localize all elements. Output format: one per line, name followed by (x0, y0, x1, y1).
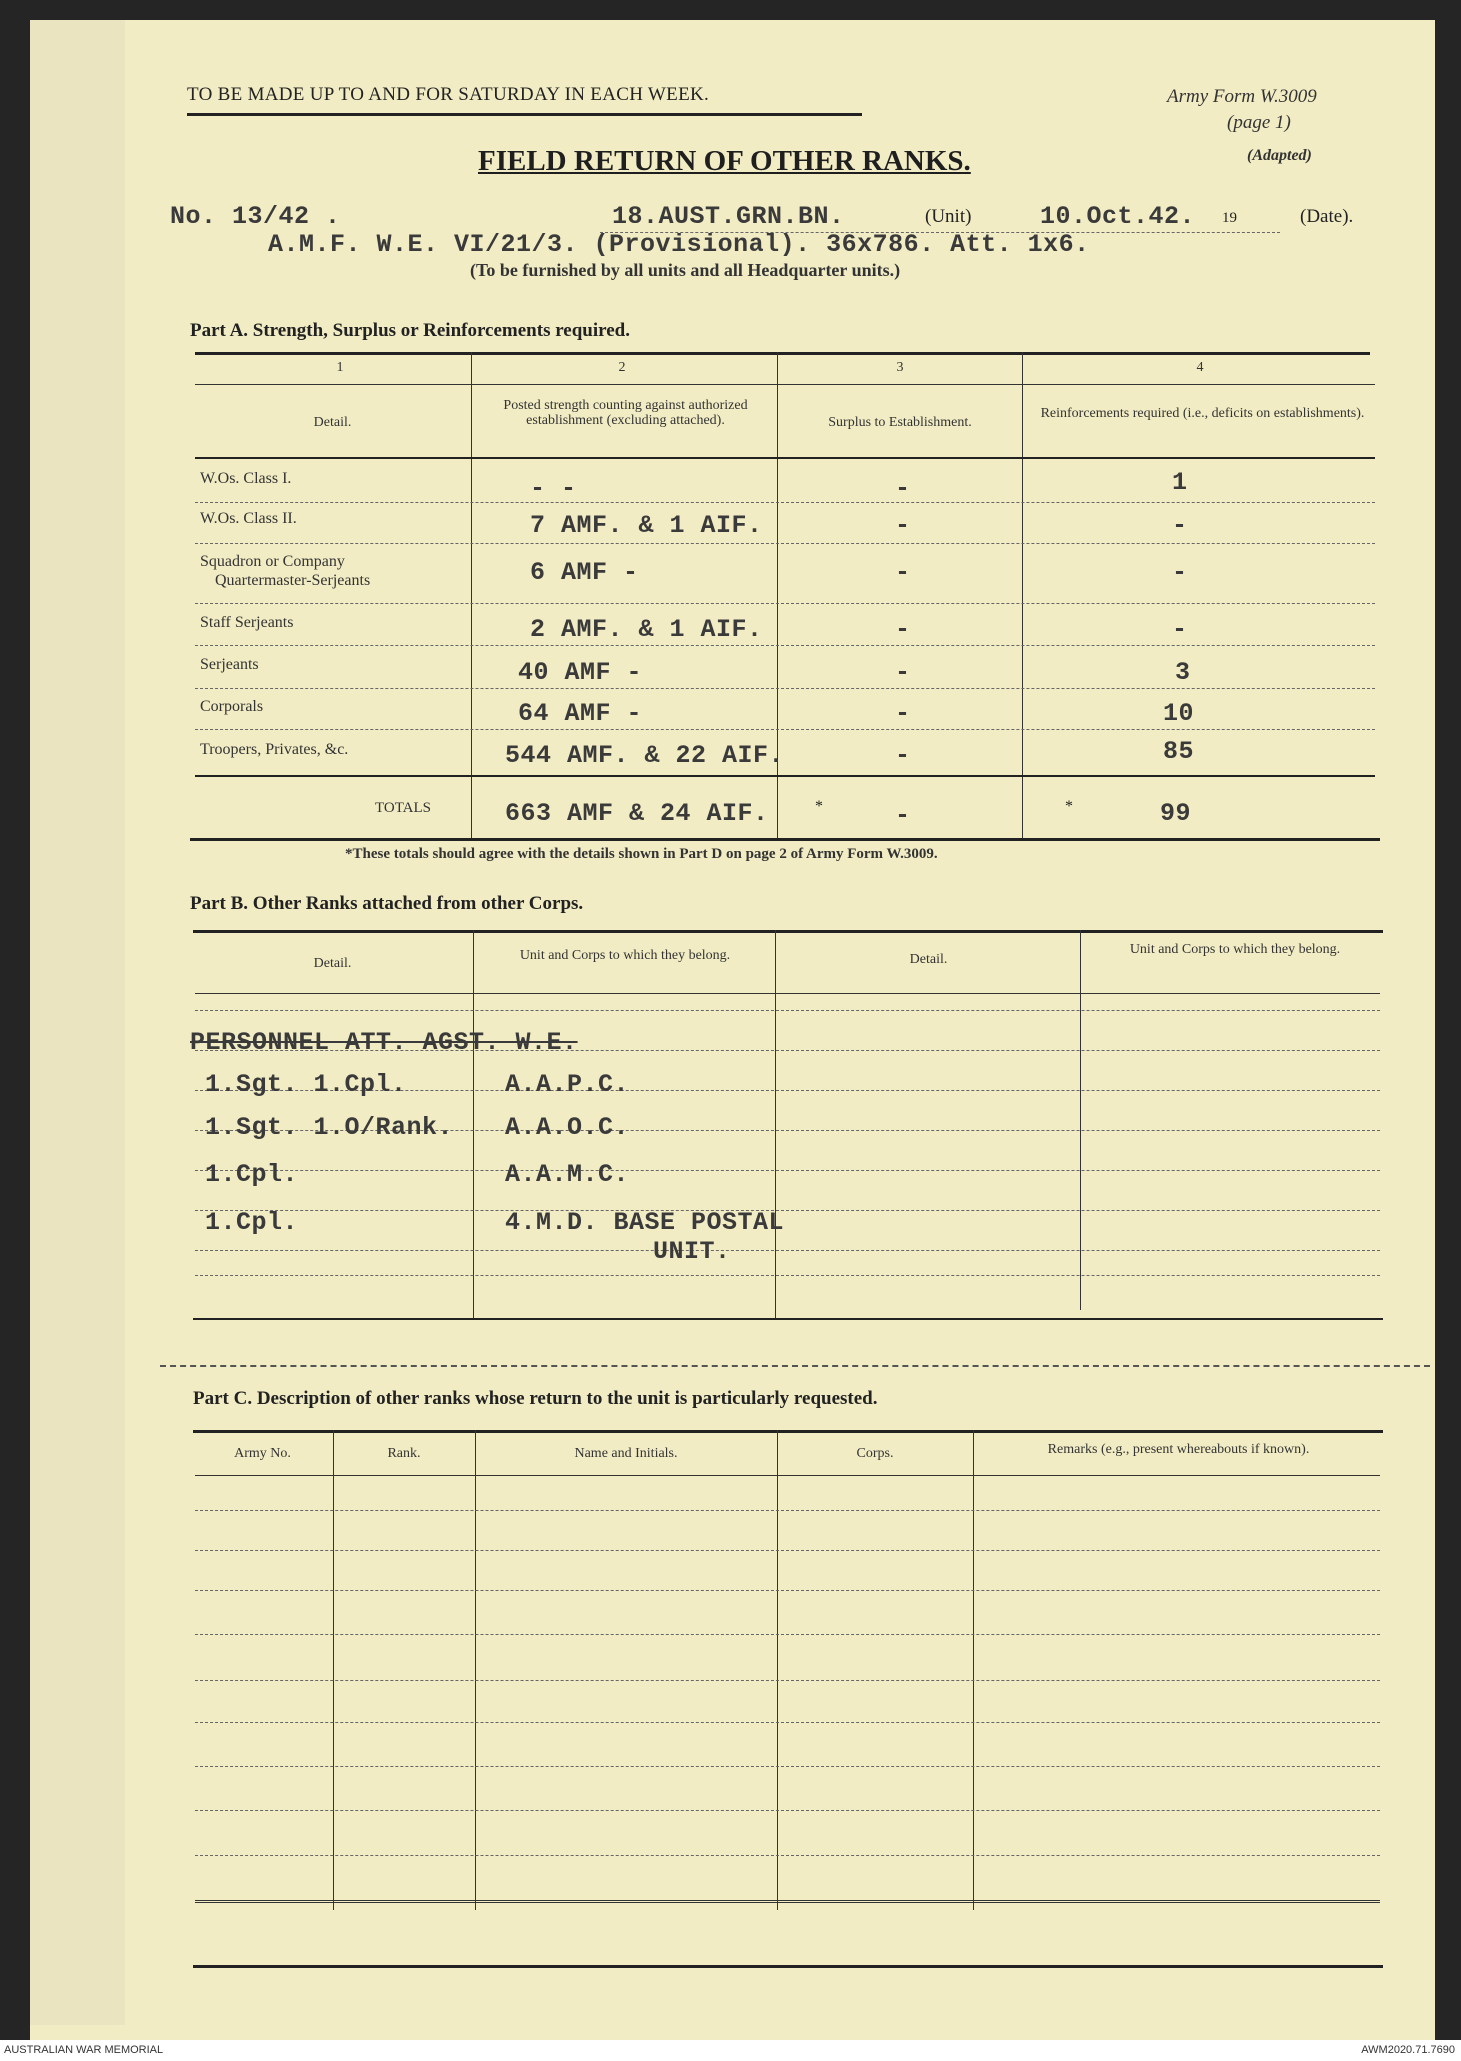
col-header-posted: Posted strength counting against authorized establishment (excluding attached). (503, 398, 748, 428)
pre-totals-rule (195, 775, 1375, 777)
row-rule (195, 543, 1375, 544)
attached-detail: 1.Cpl. (205, 1208, 299, 1237)
totals-label: TOTALS (375, 800, 432, 816)
part-b-col-divider (775, 930, 776, 1318)
part-c-col-divider (973, 1430, 974, 1910)
row-detail: Troopers, Privates, &c. (200, 741, 349, 758)
row-rule (195, 645, 1375, 646)
part-c-col-header: Army No. (234, 1446, 291, 1461)
part-c-row-rule (195, 1550, 1380, 1551)
part-b-row-rule (195, 1010, 1380, 1011)
part-c-top-rule (193, 1430, 1383, 1433)
row-reinforcements: - (1172, 558, 1188, 587)
part-c-row-rule (195, 1510, 1380, 1511)
col-header-reinforcements: Reinforcements required (i.e., deficits on establishments). (1040, 406, 1365, 421)
col-header-surplus: Surplus to Establishment. (828, 415, 972, 430)
archive-footer (0, 2040, 1461, 2061)
row-reinforcements: 85 (1163, 737, 1195, 766)
archive-name: AUSTRALIAN WAR MEMORIAL (4, 2044, 164, 2056)
year-prefix: 19 (1222, 210, 1237, 226)
part-c-row-rule (195, 1855, 1380, 1856)
date-value: 10.Oct.42. (1040, 202, 1196, 231)
underlying-page-edge (30, 20, 125, 2025)
part-c-col-divider (777, 1430, 778, 1910)
part-b-col-header: Detail. (313, 956, 352, 971)
part-c-col-header: Remarks (e.g., present whereabouts if known). (1047, 1442, 1310, 1457)
attached-detail: 1.Cpl. (205, 1160, 299, 1189)
part-c-col-header: Name and Initials. (574, 1446, 678, 1461)
part-a-col-divider (1022, 352, 1023, 840)
unit-label: (Unit) (925, 206, 972, 227)
part-b-top-rule (193, 930, 1383, 933)
row-reinforcements: 3 (1175, 658, 1191, 687)
part-b-row-rule (195, 1170, 1380, 1171)
row-posted: 40 AMF - (518, 658, 643, 687)
part-a-heading: Part A. Strength, Surplus or Reinforcements required. (190, 320, 630, 341)
establishment-line: A.M.F. W.E. VI/21/3. (Provisional). 36x786. Att. 1x6. (268, 230, 1090, 259)
part-c-col-divider (475, 1430, 476, 1910)
row-detail-line2: Quartermaster-Serjeants (215, 572, 371, 589)
part-b-col-header: Detail. (909, 952, 948, 967)
totals-reinforcements: 99 (1160, 799, 1192, 828)
col-header-detail: Detail. (313, 415, 352, 430)
row-rule (195, 603, 1375, 604)
col-number-rule (195, 384, 1375, 385)
row-surplus: - (895, 741, 911, 770)
totals-asterisk: * (815, 798, 823, 815)
part-c-row-rule (195, 1634, 1380, 1635)
part-a-top-rule (195, 352, 1370, 355)
part-b-col-header: Unit and Corps to which they belong. (1129, 942, 1341, 957)
attached-unit: A.A.P.C. (505, 1070, 630, 1099)
row-surplus: - (895, 658, 911, 687)
row-posted: 544 AMF. & 22 AIF. (505, 741, 785, 770)
part-c-row-rule (195, 1680, 1380, 1681)
part-c-row-rule (195, 1766, 1380, 1767)
part-b-row-rule (195, 1210, 1380, 1211)
attached-unit: A.A.O.C. (505, 1113, 630, 1142)
part-b-col-header: Unit and Corps to which they belong. (519, 948, 731, 963)
row-detail: Corporals (200, 698, 264, 715)
unit-value: 18.AUST.GRN.BN. (612, 202, 845, 231)
part-b-col-divider (1080, 930, 1081, 1310)
date-label: (Date). (1300, 206, 1354, 227)
part-b-heading: Part B. Other Ranks attached from other Corps. (190, 893, 584, 914)
part-c-row-rule (195, 1590, 1380, 1591)
part-a-col-divider (471, 352, 472, 840)
row-detail: W.Os. Class II. (200, 510, 297, 527)
row-posted: 7 AMF. & 1 AIF. (530, 511, 763, 540)
part-c-heading: Part C. Description of other ranks whose return to the unit is particularly requested. (193, 1388, 878, 1409)
row-rule (195, 502, 1375, 503)
attached-detail: 1.Sgt. 1.O/Rank. (205, 1113, 454, 1142)
form-number: Army Form W.3009 (1167, 86, 1317, 107)
row-detail: W.Os. Class I. (200, 470, 292, 487)
attached-unit: 4.M.D. BASE POSTAL (505, 1208, 785, 1237)
furnish-note: (To be furnished by all units and all Headquarter units.) (470, 260, 901, 280)
part-c-row-rule (195, 1475, 1380, 1476)
row-detail: Staff Serjeants (200, 614, 294, 631)
col-number: 1 (336, 360, 344, 375)
part-c-row-rule (195, 1722, 1380, 1723)
form-instruction: TO BE MADE UP TO AND FOR SATURDAY IN EACH WEEK. (187, 84, 710, 105)
instruction-underline (187, 113, 862, 116)
archive-reference: AWM2020.71.7690 (1361, 2044, 1455, 2056)
row-surplus: - (895, 558, 911, 587)
row-surplus: - (895, 474, 911, 503)
row-reinforcements: - (1172, 511, 1188, 540)
form-page: (page 1) (1227, 112, 1291, 133)
row-posted: - - (530, 474, 577, 503)
page-title: FIELD RETURN OF OTHER RANKS. (478, 145, 971, 177)
header-rule (195, 457, 1375, 459)
part-c-row-rule (195, 1900, 1380, 1903)
part-c-col-divider (333, 1430, 334, 1910)
attached-detail: 1.Sgt. 1.Cpl. (205, 1070, 407, 1099)
part-b-col-divider (473, 930, 474, 1318)
row-detail: Serjeants (200, 656, 259, 673)
row-detail: Squadron or Company (200, 553, 345, 570)
attached-unit: A.A.M.C. (505, 1160, 630, 1189)
row-reinforcements: 1 (1172, 468, 1188, 497)
row-surplus: - (895, 699, 911, 728)
row-rule (195, 729, 1375, 730)
part-c-bottom-rule (193, 1965, 1383, 1968)
col-number: 4 (1196, 360, 1204, 375)
part-c-col-header: Rank. (387, 1446, 421, 1461)
col-number: 3 (896, 360, 904, 375)
row-surplus: - (895, 615, 911, 644)
row-surplus: - (895, 511, 911, 540)
part-a-footnote: *These totals should agree with the details shown in Part D on page 2 of Army Form W.3009. (345, 846, 938, 862)
totals-asterisk: * (1065, 798, 1073, 815)
row-rule (195, 688, 1375, 689)
part-b-bottom-rule (193, 1318, 1383, 1320)
part-b-row-rule (195, 1275, 1380, 1276)
row-posted: 2 AMF. & 1 AIF. (530, 615, 763, 644)
part-b-header-rule (195, 993, 1380, 994)
row-posted: 64 AMF - (518, 699, 643, 728)
part-a-bottom-rule (190, 838, 1380, 841)
perforation-line (160, 1365, 1430, 1367)
totals-posted: 663 AMF & 24 AIF. (505, 799, 769, 828)
part-b-row-rule (195, 1250, 1380, 1251)
row-reinforcements: 10 (1163, 699, 1195, 728)
part-b-struck-heading: PERSONNEL ATT. AGST. W.E. (190, 1028, 578, 1057)
totals-surplus: - (895, 801, 911, 830)
form-adapted: (Adapted) (1247, 147, 1312, 164)
row-reinforcements: - (1172, 615, 1188, 644)
part-c-row-rule (195, 1810, 1380, 1811)
part-c-col-header: Corps. (856, 1446, 894, 1461)
return-number: No. 13/42 . (170, 202, 341, 231)
col-number: 2 (618, 360, 626, 375)
attached-unit-line2: UNIT. (653, 1237, 731, 1266)
row-posted: 6 AMF - (530, 558, 639, 587)
